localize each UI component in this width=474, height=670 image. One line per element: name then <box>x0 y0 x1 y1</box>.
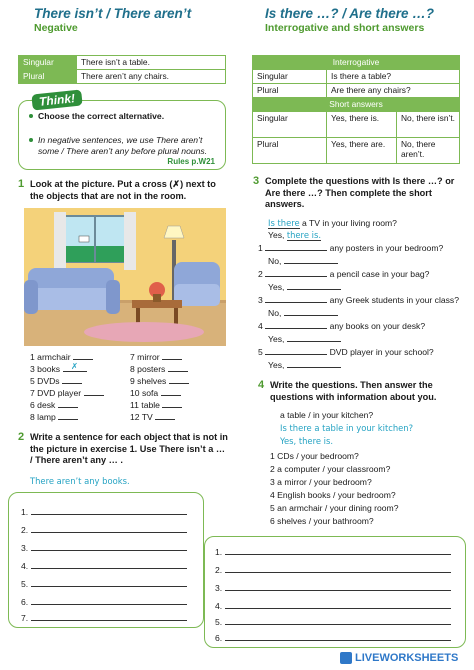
ex3-answer: Yes, <box>268 282 341 292</box>
list-item: 1 armchair <box>30 352 93 362</box>
grammar-row: Singular There isn’t a table. <box>19 56 226 70</box>
think-heading: Choose the correct alternative. <box>29 111 219 121</box>
right-grammar-subtitle: Interrogative and short answers <box>265 22 425 34</box>
answer-line[interactable] <box>265 269 327 277</box>
answer-line[interactable] <box>161 388 181 396</box>
ex3-question: 2 a pencil case in your bag? <box>258 269 430 279</box>
answer-line[interactable] <box>265 295 327 303</box>
answer-line[interactable] <box>63 361 87 372</box>
ex3-question: 4 any books on your desk? <box>258 321 426 331</box>
writing-line[interactable]: 6. <box>215 633 451 643</box>
left-grammar-subtitle: Negative <box>34 22 78 34</box>
think-box <box>18 100 226 170</box>
answer-line[interactable] <box>84 388 104 396</box>
writing-line[interactable]: 5. <box>215 617 451 627</box>
ex4-prompt: 3 a mirror / your bedroom? <box>270 477 372 487</box>
ex4-example-prompt: a table / in your kitchen? <box>280 410 374 420</box>
left-grammar-title: There isn’t / There aren’t <box>34 6 192 21</box>
ex4-example-answer: Yes, there is. <box>280 436 334 446</box>
grammar-row: Singular Yes, there is. No, there isn’t. <box>253 112 460 138</box>
ex4-prompt: 4 English books / your bedroom? <box>270 490 396 500</box>
example-cross: ✗ <box>70 361 79 371</box>
ex4-number: 4 <box>258 379 265 391</box>
writing-line[interactable]: 6. <box>21 597 187 607</box>
answer-line[interactable] <box>287 282 341 290</box>
grammar-row: Plural Yes, there are. No, there aren’t. <box>253 138 460 164</box>
ex3-instruction: Complete the questions with Is there …? or Are there …? Then complete the short answers. <box>265 176 455 209</box>
answer-line[interactable] <box>265 347 327 355</box>
list-item: 3 books ✗ <box>30 364 87 374</box>
logo-icon <box>340 652 352 664</box>
list-item: 12 TV <box>130 412 175 422</box>
answer-line[interactable] <box>58 400 78 408</box>
ex2-writing-box <box>8 492 204 628</box>
list-item: 8 lamp <box>30 412 78 422</box>
writing-line[interactable]: 2. <box>21 525 187 535</box>
left-grammar-table <box>18 55 226 84</box>
list-item: 6 desk <box>30 400 78 410</box>
answer-line[interactable] <box>62 376 82 384</box>
ex4-prompt: 5 an armchair / your dining room? <box>270 503 399 513</box>
writing-line[interactable]: 5. <box>21 579 187 589</box>
list-item: 8 posters <box>130 364 188 374</box>
ex3-question: 1 any posters in your bedroom? <box>258 243 444 253</box>
ex2-number: 2 <box>18 431 25 443</box>
answer-line[interactable] <box>284 308 338 316</box>
ex4-prompt: 1 CDs / your bedroom? <box>270 451 359 461</box>
list-item: 11 table <box>130 400 182 410</box>
ex3-answer: No, <box>268 308 338 318</box>
list-item: 7 mirror <box>130 352 182 362</box>
right-grammar-table <box>252 55 460 164</box>
grammar-row: Plural Are there any chairs? <box>253 84 460 98</box>
writing-line[interactable]: 7. <box>21 613 187 623</box>
think-body: In negative sentences, we use There aren’t some / There aren’t any before plural nouns. <box>29 135 221 157</box>
answer-line[interactable] <box>58 412 78 420</box>
liveworksheets-logo: LIVEWORKSHEETS <box>340 652 458 664</box>
answer-line[interactable] <box>284 256 338 264</box>
writing-line[interactable]: 1. <box>215 547 451 557</box>
ex4-instruction: Write the questions. Then answer the questions with information about you. <box>270 380 437 402</box>
ex3-example-question: Is there a TV in your living room? <box>268 218 397 228</box>
answer-line[interactable] <box>287 334 341 342</box>
list-item: 10 sofa <box>130 388 181 398</box>
ex2-instruction: Write a sentence for each object that is not in the picture in exercise 1. Use There isn’t a … / There aren’t any … . <box>30 432 228 465</box>
ex4-example-question: Is there a table in your kitchen? <box>280 423 414 433</box>
ex1-item-list <box>30 352 220 424</box>
ex3-question: 5 DVD player in your school? <box>258 347 434 357</box>
writing-line[interactable]: 3. <box>215 583 451 593</box>
room-picture <box>24 208 226 346</box>
writing-line[interactable]: 2. <box>215 565 451 575</box>
list-item: 9 shelves <box>130 376 189 386</box>
ex1-number: 1 <box>18 178 25 190</box>
writing-line[interactable]: 3. <box>21 543 187 553</box>
ex4-prompt: 2 a computer / your classroom? <box>270 464 391 474</box>
answer-line[interactable] <box>287 360 341 368</box>
ex2-example: There aren’t any books. <box>30 476 130 486</box>
ex1-instruction: Look at the picture. Put a cross (✗) next to the objects that are not in the room. <box>30 179 216 201</box>
grammar-row: Plural There aren’t any chairs. <box>19 70 226 84</box>
ex3-answer: Yes, <box>268 334 341 344</box>
grammar-row: Singular Is there a table? <box>253 70 460 84</box>
answer-line[interactable] <box>265 321 327 329</box>
ex4-prompt: 6 shelves / your bathroom? <box>270 516 374 526</box>
interrogative-header: Interrogative <box>253 56 460 70</box>
short-answers-header: Short answers <box>253 98 460 112</box>
right-grammar-title: Is there …? / Are there …? <box>265 6 435 21</box>
list-item: 5 DVDs <box>30 376 82 386</box>
think-tag: Think! <box>31 89 82 110</box>
answer-line[interactable] <box>162 352 182 360</box>
writing-line[interactable]: 4. <box>21 561 187 571</box>
ex3-answer: No, <box>268 256 338 266</box>
ex4-writing-box <box>204 536 466 648</box>
writing-line[interactable]: 4. <box>215 601 451 611</box>
ex3-answer: Yes, <box>268 360 341 370</box>
answer-line[interactable] <box>73 352 93 360</box>
answer-line[interactable] <box>162 400 182 408</box>
answer-line[interactable] <box>155 412 175 420</box>
answer-line[interactable] <box>169 376 189 384</box>
ex3-example-answer: Yes, there is. <box>268 230 321 240</box>
ex3-question: 3 any Greek students in your class? <box>258 295 460 305</box>
answer-line[interactable] <box>265 243 327 251</box>
answer-line[interactable] <box>168 364 188 372</box>
list-item: 7 DVD player <box>30 388 104 398</box>
ex3-number: 3 <box>253 175 260 187</box>
writing-line[interactable]: 1. <box>21 507 187 517</box>
rules-ref: Rules p.W21 <box>167 157 215 166</box>
